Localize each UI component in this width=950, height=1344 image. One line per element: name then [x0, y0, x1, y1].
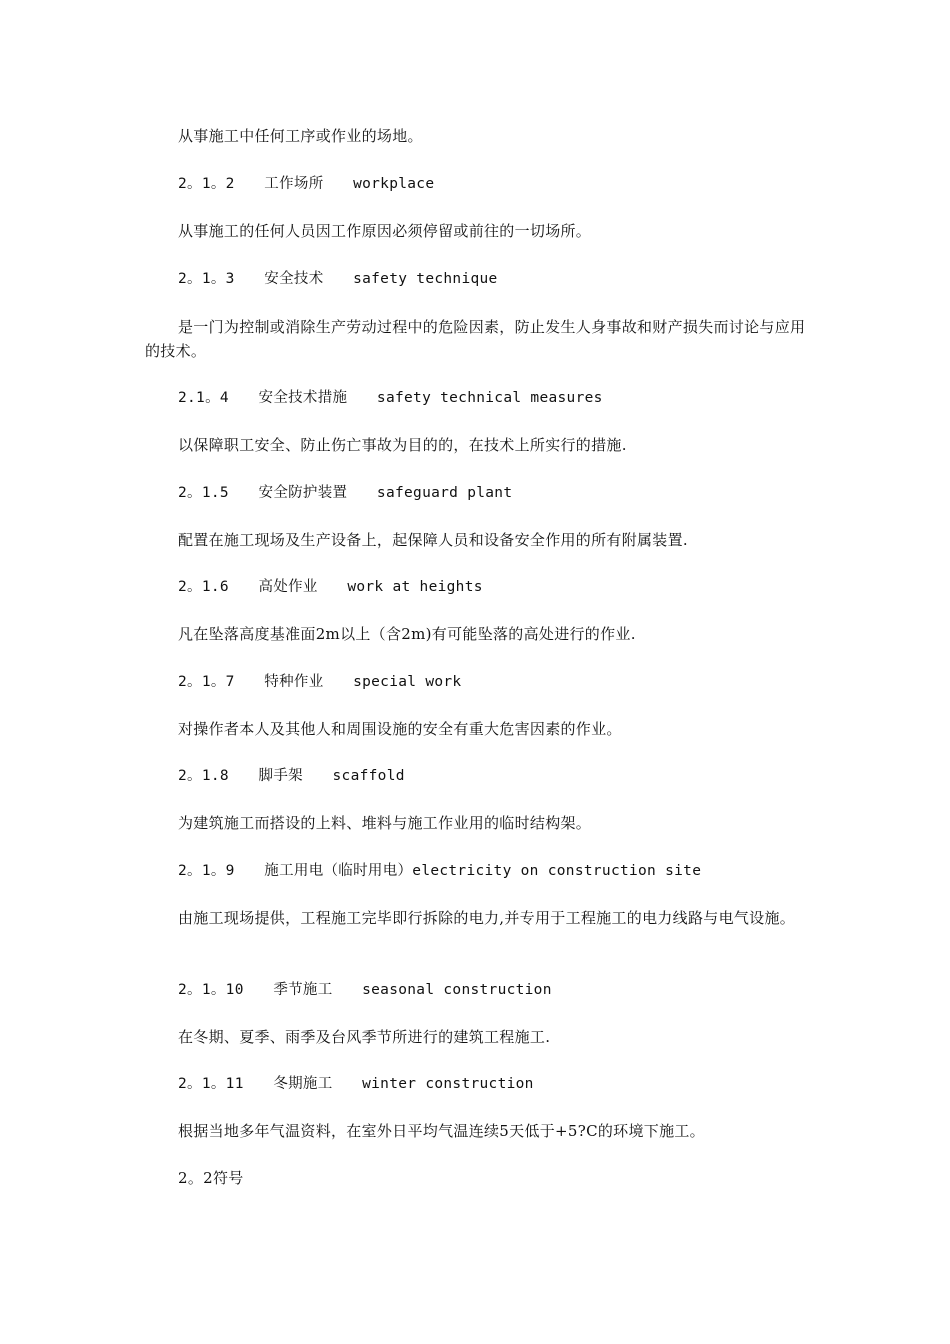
term-heading: 2.1。4 安全技术措施 safety technical measures — [178, 390, 603, 406]
term-heading: 2。1.6 高处作业 work at heights — [178, 579, 483, 595]
term-heading: 2。1。9 施工用电（临时用电）electricity on construction site — [178, 863, 702, 879]
definition-text: 以保障职工安全、防止伤亡事故为目的的，在技术上所实行的措施. — [178, 436, 627, 454]
definition-text: 从事施工中任何工序或作业的场地。 — [178, 127, 423, 145]
term-heading: 2。1.8 脚手架 scaffold — [178, 768, 405, 784]
definition-paragraph: 是一门为控制或消除生产劳动过程中的危险因素，防止发生人身事故和财产损失而讨论与应用的技术。 — [145, 318, 806, 360]
definition-text: 根据当地多年气温资料，在室外日平均气温连续5天低于+5?C的环境下施工。 — [178, 1122, 705, 1140]
section-heading: 2。2符号 — [178, 1169, 244, 1187]
definition-text: 为建筑施工而搭设的上料、堆料与施工作业用的临时结构架。 — [178, 814, 592, 832]
term-heading: 2。1。2 工作场所 workplace — [178, 176, 435, 192]
term-heading: 2。1。10 季节施工 seasonal construction — [178, 982, 552, 998]
term-heading: 2。1.5 安全防护装置 safeguard plant — [178, 485, 513, 501]
term-heading: 2。1。7 特种作业 special work — [178, 674, 462, 690]
term-heading: 2。1。11 冬期施工 winter construction — [178, 1076, 534, 1092]
definition-text: 配置在施工现场及生产设备上，起保障人员和设备安全作用的所有附属装置. — [178, 531, 688, 549]
term-heading: 2。1。3 安全技术 safety technique — [178, 271, 498, 287]
definition-text: 对操作者本人及其他人和周围设施的安全有重大危害因素的作业。 — [178, 720, 622, 738]
definition-text: 在冬期、夏季、雨季及台风季节所进行的建筑工程施工. — [178, 1028, 551, 1046]
definition-text: 凡在坠落高度基准面2m以上（含2m)有可能坠落的高处进行的作业. — [178, 625, 636, 643]
definition-paragraph: 由施工现场提供，工程施工完毕即行拆除的电力,并专用于工程施工的电力线路与电气设施。 — [178, 909, 796, 927]
definition-text: 从事施工的任何人员因工作原因必须停留或前往的一切场所。 — [178, 222, 592, 240]
